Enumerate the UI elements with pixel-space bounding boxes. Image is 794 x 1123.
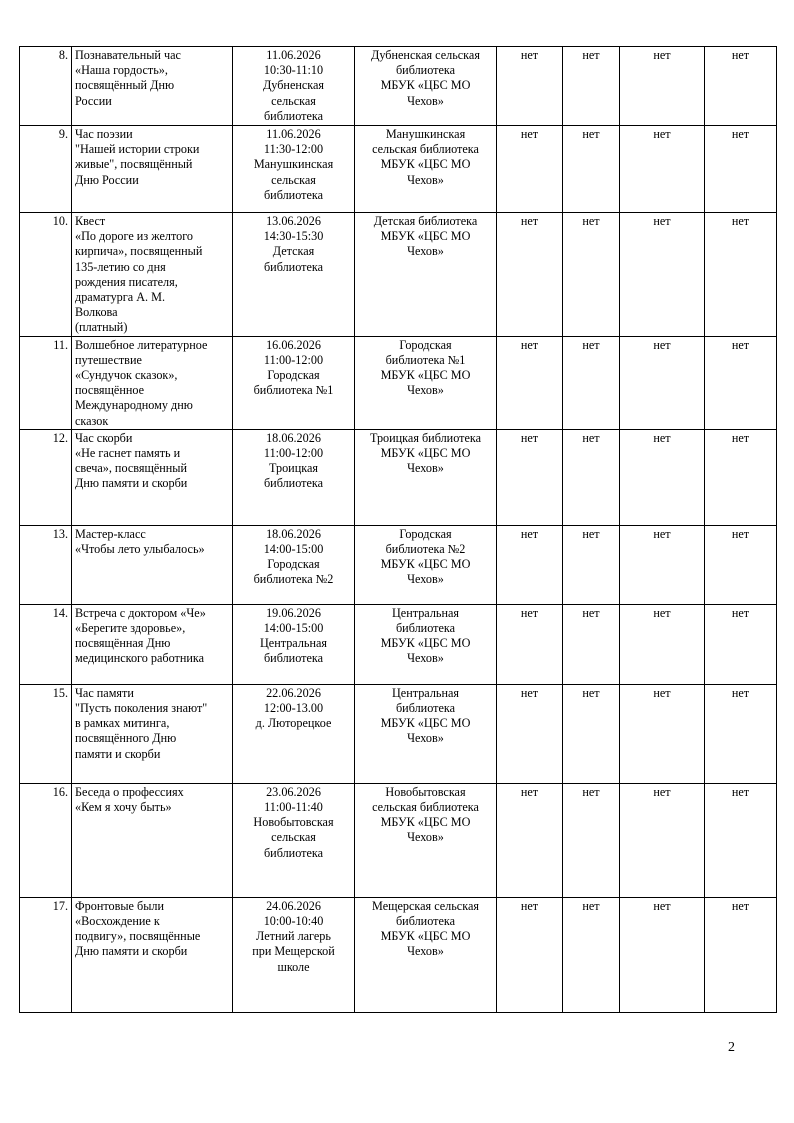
row-number: 15.: [20, 684, 72, 783]
flag-cell: нет: [705, 783, 777, 897]
flag-cell: нет: [705, 525, 777, 604]
event-organizer: Троицкая библиотека МБУК «ЦБС МО Чехов»: [355, 429, 497, 525]
event-datetime-place: 18.06.2026 14:00-15:00 Городская библиотека №2: [233, 525, 355, 604]
event-title: Волшебное литературное путешествие «Сундучок сказок», посвящённое Международному дню сказок: [72, 336, 233, 429]
table-row: [20, 897, 777, 1012]
row-number: 10.: [20, 213, 72, 337]
event-organizer: Городская библиотека №1 МБУК «ЦБС МО Чехов»: [355, 336, 497, 429]
flag-cell: нет: [563, 213, 620, 337]
flag-cell: нет: [563, 604, 620, 684]
table-row: [20, 604, 777, 684]
flag-cell: нет: [497, 336, 563, 429]
flag-cell: нет: [620, 429, 705, 525]
event-datetime-place: 11.06.2026 11:30-12:00 Манушкинская сельская библиотека: [233, 126, 355, 213]
row-number: 16.: [20, 783, 72, 897]
event-datetime-place: 18.06.2026 11:00-12:00 Троицкая библиотека: [233, 429, 355, 525]
flag-cell: нет: [563, 897, 620, 1012]
flag-cell: нет: [497, 604, 563, 684]
flag-cell: нет: [705, 126, 777, 213]
event-organizer: Дубненская сельская библиотека МБУК «ЦБС МО Чехов»: [355, 47, 497, 126]
flag-cell: нет: [620, 604, 705, 684]
event-organizer: Городская библиотека №2 МБУК «ЦБС МО Чехов»: [355, 525, 497, 604]
flag-cell: нет: [705, 897, 777, 1012]
flag-cell: нет: [563, 684, 620, 783]
table-row: [20, 525, 777, 604]
flag-cell: нет: [620, 336, 705, 429]
event-title: Квест «По дороге из желтого кирпича», посвященный 135-летию со дня рождения писателя, драматурга А. М. Волкова (платный): [72, 213, 233, 337]
flag-cell: нет: [620, 126, 705, 213]
flag-cell: нет: [705, 604, 777, 684]
flag-cell: нет: [563, 126, 620, 213]
flag-cell: нет: [563, 525, 620, 604]
flag-cell: нет: [705, 336, 777, 429]
flag-cell: нет: [620, 525, 705, 604]
flag-cell: нет: [563, 783, 620, 897]
event-datetime-place: 13.06.2026 14:30-15:30 Детская библиотека: [233, 213, 355, 337]
event-organizer: Мещерская сельская библиотека МБУК «ЦБС МО Чехов»: [355, 897, 497, 1012]
event-datetime-place: 11.06.2026 10:30-11:10 Дубненская сельская библиотека: [233, 47, 355, 126]
flag-cell: нет: [563, 429, 620, 525]
event-organizer: Детская библиотека МБУК «ЦБС МО Чехов»: [355, 213, 497, 337]
event-datetime-place: 19.06.2026 14:00-15:00 Центральная библиотека: [233, 604, 355, 684]
flag-cell: нет: [497, 126, 563, 213]
events-table-body: [20, 47, 777, 1013]
flag-cell: нет: [563, 47, 620, 126]
event-title: Познавательный час «Наша гордость», посвящённый Дню России: [72, 47, 233, 126]
event-title: Час памяти "Пусть поколения знают" в рамках митинга, посвящённого Дню памяти и скорби: [72, 684, 233, 783]
flag-cell: нет: [620, 684, 705, 783]
flag-cell: нет: [563, 336, 620, 429]
event-organizer: Центральная библиотека МБУК «ЦБС МО Чехов»: [355, 604, 497, 684]
event-title: Мастер-класс «Чтобы лето улыбалось»: [72, 525, 233, 604]
flag-cell: нет: [705, 213, 777, 337]
event-title: Час скорби «Не гаснет память и свеча», посвящённый Дню памяти и скорби: [72, 429, 233, 525]
flag-cell: нет: [705, 684, 777, 783]
event-organizer: Новобытовская сельская библиотека МБУК «ЦБС МО Чехов»: [355, 783, 497, 897]
table-row: [20, 429, 777, 525]
event-organizer: Центральная библиотека МБУК «ЦБС МО Чехов»: [355, 684, 497, 783]
table-row: [20, 336, 777, 429]
flag-cell: нет: [497, 525, 563, 604]
flag-cell: нет: [620, 47, 705, 126]
flag-cell: нет: [620, 783, 705, 897]
event-datetime-place: 16.06.2026 11:00-12:00 Городская библиотека №1: [233, 336, 355, 429]
event-title: Фронтовые были «Восхождение к подвигу», посвящённые Дню памяти и скорби: [72, 897, 233, 1012]
flag-cell: нет: [497, 897, 563, 1012]
event-title: Встреча с доктором «Че» «Берегите здоровье», посвящённая Дню медицинского работника: [72, 604, 233, 684]
table-row: [20, 684, 777, 783]
table-row: [20, 47, 777, 126]
event-datetime-place: 23.06.2026 11:00-11:40 Новобытовская сельская библиотека: [233, 783, 355, 897]
row-number: 12.: [20, 429, 72, 525]
flag-cell: нет: [620, 213, 705, 337]
flag-cell: нет: [620, 897, 705, 1012]
row-number: 14.: [20, 604, 72, 684]
flag-cell: нет: [497, 47, 563, 126]
row-number: 11.: [20, 336, 72, 429]
table-row: [20, 213, 777, 337]
flag-cell: нет: [497, 213, 563, 337]
flag-cell: нет: [705, 47, 777, 126]
flag-cell: нет: [497, 783, 563, 897]
flag-cell: нет: [497, 429, 563, 525]
row-number: 9.: [20, 126, 72, 213]
event-datetime-place: 22.06.2026 12:00-13.00 д. Люторецкое: [233, 684, 355, 783]
event-title: Беседа о профессиях «Кем я хочу быть»: [72, 783, 233, 897]
row-number: 13.: [20, 525, 72, 604]
table-row: [20, 783, 777, 897]
event-organizer: Манушкинская сельская библиотека МБУК «ЦБС МО Чехов»: [355, 126, 497, 213]
row-number: 17.: [20, 897, 72, 1012]
flag-cell: нет: [705, 429, 777, 525]
events-table: [19, 46, 777, 1013]
flag-cell: нет: [497, 684, 563, 783]
event-title: Час поэзии "Нашей истории строки живые", посвящённый Дню России: [72, 126, 233, 213]
table-row: [20, 126, 777, 213]
row-number: 8.: [20, 47, 72, 126]
page-number: 2: [728, 1040, 735, 1055]
event-datetime-place: 24.06.2026 10:00-10:40 Летний лагерь при Мещерской школе: [233, 897, 355, 1012]
